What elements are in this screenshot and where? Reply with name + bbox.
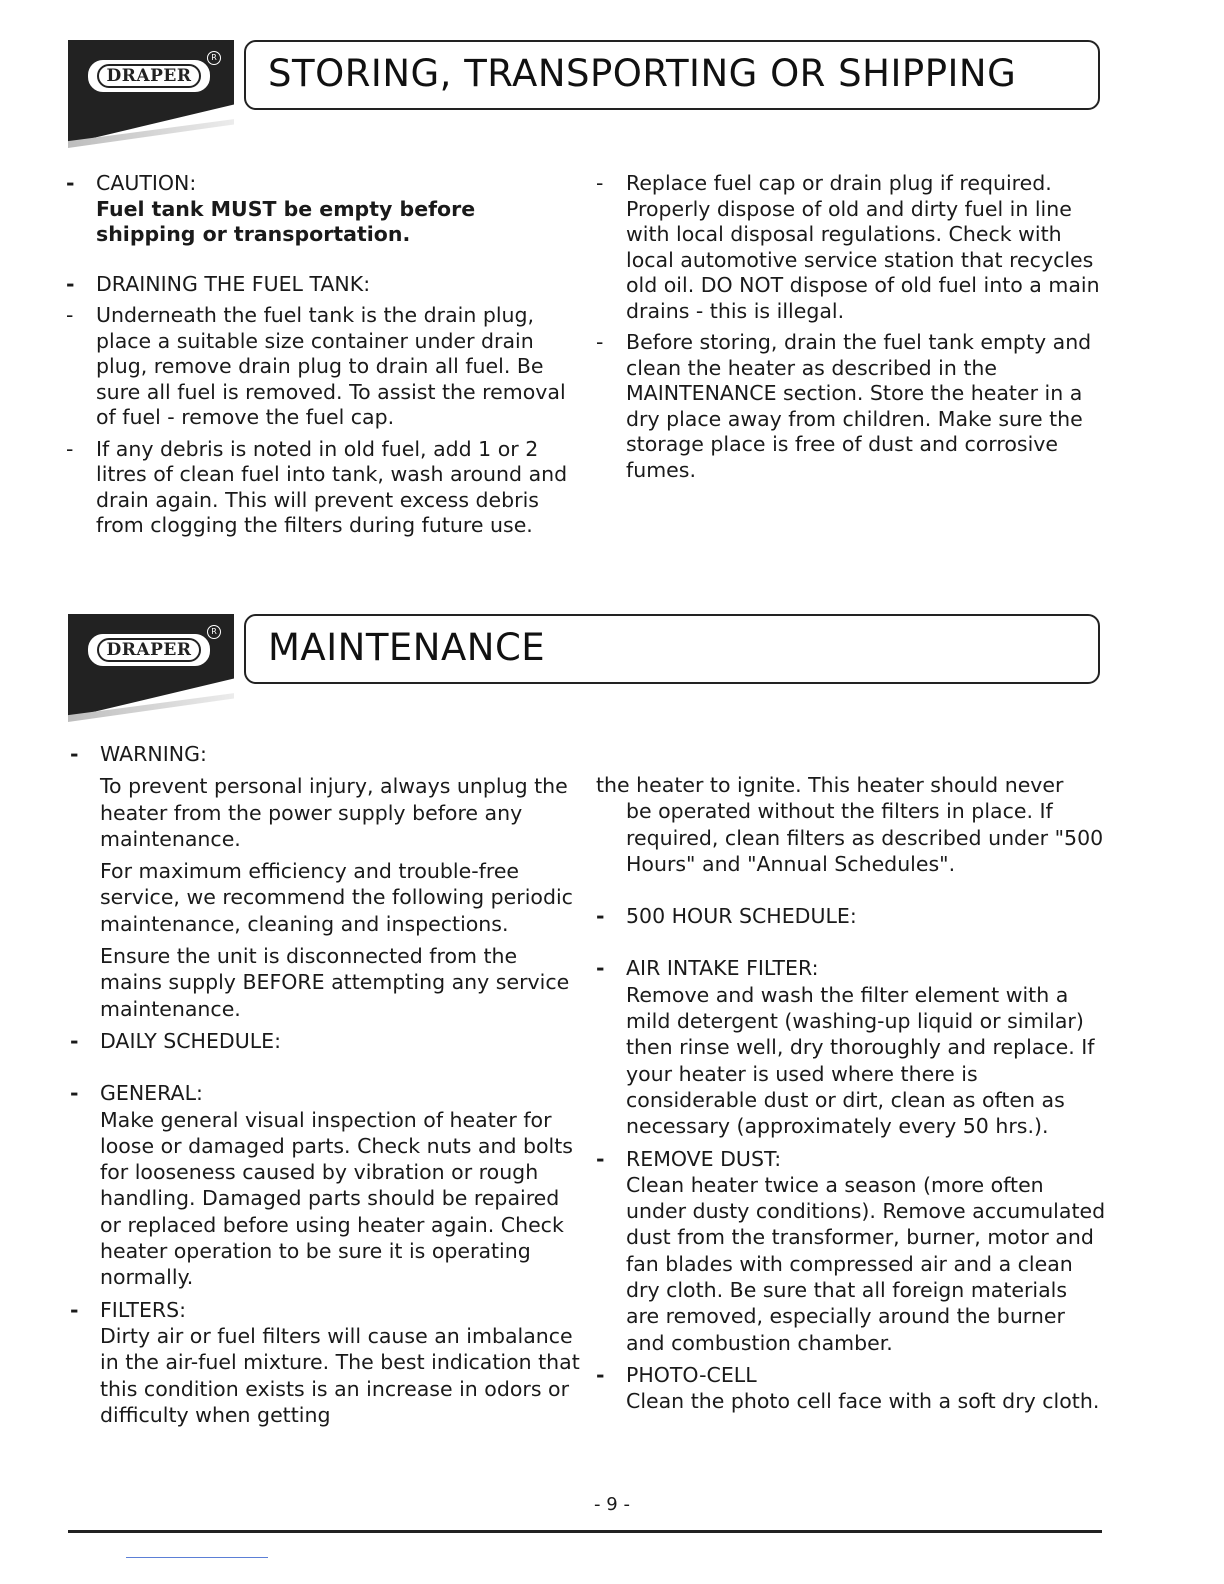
filters-label: FILTERS: (100, 1297, 187, 1322)
filters-continued-text: be operated without the filters in place. If required, clean filters as described under "500 Hours" and "Annual Schedules". (626, 799, 1104, 876)
blue-line (126, 1557, 268, 1558)
storing-title-box (244, 40, 1100, 110)
draper-logo (88, 634, 210, 666)
page-number: - 9 - (594, 1494, 630, 1515)
draining-label: DRAINING THE FUEL TANK: (96, 271, 371, 296)
storing-paragraph-3: - Replace fuel cap or drain plug if required. Properly dispose of old and dirty fuel in line with local disposal regulations. Check with local automotive service station that recycles old oil. DO NOT dispose of old fuel into a main drains - this is illegal. (596, 171, 1100, 323)
air-intake-text: Remove and wash the filter element with a mild detergent (washing-up liquid or similar) then rinse well, dry thoroughly and replace. If your heater is used where there is considerable dust or dirt, clean as often as necessary (approximately every 50 hrs.). (626, 982, 1095, 1139)
brand-name: DRAPER (97, 64, 202, 88)
draining-item: - DRAINING THE FUEL TANK: (66, 272, 576, 298)
air-intake-label: AIR INTAKE FILTER: (626, 956, 819, 981)
caution-label: CAUTION: (96, 171, 197, 195)
filters-continued-first-line: the heater to ignite. This heater should never (596, 773, 1064, 797)
maintenance-header (68, 614, 1104, 724)
caution-text: Fuel tank MUST be empty before shipping or transportation. (96, 196, 476, 246)
filters-text: Dirty air or fuel filters will cause an imbalance in the air-fuel mixture. The best indication that this condition exists is an increase in odors or difficulty when getting (100, 1323, 580, 1427)
maintenance-right-column (596, 772, 1106, 1415)
air-intake-item: - AIR INTAKE FILTER: Remove and wash the filter element with a mild detergent (washing-up liquid or similar) then rinse well, dry thoroughly and replace. If your heater is used where there is considerable dust or dirt, clean as often as necessary (approximately every 50 hrs.). (596, 955, 1106, 1139)
filters-item: - FILTERS: Dirty air or fuel filters will cause an imbalance in the air-fuel mixture. The best indication that this condition exists is an increase in odors or difficulty when getting (70, 1297, 582, 1428)
general-item: - GENERAL: Make general visual inspection of heater for loose or damaged parts. Check nuts and bolts for looseness caused by vibration or rough handling. Damaged parts should be repaired or replaced before using heater again. Check heater operation to be sure it is operating normally. (70, 1080, 582, 1290)
storing-title: STORING, TRANSPORTING OR SHIPPING (268, 52, 1017, 95)
storing-left-column (66, 171, 576, 539)
photo-cell-text: Clean the photo cell face with a soft dry cloth. (626, 1389, 1100, 1414)
warning-paragraph-2: For maximum efficiency and trouble-free service, we recommend the following periodic maintenance, cleaning and inspections. (100, 859, 573, 936)
general-label: GENERAL: (100, 1081, 203, 1106)
filters-continued (596, 772, 1106, 877)
registered-mark-icon: R (207, 51, 221, 65)
general-text: Make general visual inspection of heater for loose or damaged parts. Check nuts and bolts for looseness caused by vibration or rough handling. Damaged parts should be repaired or replaced before using heater again. Check heater operation to be sure it is operating normally. (100, 1107, 573, 1290)
warning-item: - WARNING: To prevent personal injury, always unplug the heater from the power supply before any maintenance. For maximum efficiency and trouble-free service, we recommend the following periodic maintenance, cleaning and inspections. Ensure the unit is disconnected from the mains supply BEFORE attempting any service maintenance. (70, 741, 582, 1022)
remove-dust-text: Clean heater twice a season (more often under dusty conditions). Remove accumulated dust from the transformer, burner, motor and fan blades with compressed air and a clean dry cloth. Be sure that all foreign materials are removed, especially around the burner and combustion chamber. (626, 1172, 1106, 1355)
photo-cell-label: PHOTO-CELL (626, 1362, 757, 1387)
footer-rule (68, 1530, 1102, 1533)
warning-paragraph-1: To prevent personal injury, always unplug the heater from the power supply before any maintenance. (100, 774, 568, 851)
maintenance-title-box (244, 614, 1100, 684)
remove-dust-label: REMOVE DUST: (626, 1146, 782, 1171)
schedule-500-label: 500 HOUR SCHEDULE: (626, 904, 857, 929)
draper-logo (88, 60, 210, 92)
registered-mark-icon: R (207, 625, 221, 639)
brand-name: DRAPER (97, 638, 202, 662)
storing-paragraph-4: - Before storing, drain the fuel tank empty and clean the heater as described in the MAINTENANCE section. Store the heater in a dry place away from children. Make sure the storage place is free of dust and corrosive fumes. (596, 330, 1092, 482)
schedule-500-item: - 500 HOUR SCHEDULE: (596, 903, 1106, 929)
warning-label: WARNING: (100, 742, 207, 766)
storing-paragraph-1: - Underneath the fuel tank is the drain plug, place a suitable size container under drain plug, remove drain plug to drain all fuel. Be sure all fuel is removed. To assist the removal of fuel - remove the fuel cap. (66, 303, 566, 429)
daily-schedule-item: - DAILY SCHEDULE: (70, 1028, 582, 1054)
daily-schedule-label: DAILY SCHEDULE: (100, 1028, 281, 1053)
maintenance-left-column (70, 741, 582, 1428)
caution-item: - CAUTION: Fuel tank MUST be empty before shipping or transportation. (66, 171, 576, 248)
maintenance-title: MAINTENANCE (268, 626, 546, 669)
warning-paragraph-3: Ensure the unit is disconnected from the mains supply BEFORE attempting any service maintenance. (100, 944, 570, 1021)
storing-header (68, 40, 1104, 150)
photo-cell-item: - PHOTO-CELL Clean the photo cell face with a soft dry cloth. (596, 1362, 1106, 1415)
storing-paragraph-2: - If any debris is noted in old fuel, add 1 or 2 litres of clean fuel into tank, wash around and drain again. This will prevent excess debris from clogging the filters during future use. (66, 436, 568, 537)
remove-dust-item: - REMOVE DUST: Clean heater twice a season (more often under dusty conditions). Remove accumulated dust from the transformer, burner, motor and fan blades with compressed air and a clean dry cloth. Be sure that all foreign materials are removed, especially around the burner and combustion chamber. (596, 1146, 1106, 1355)
storing-right-column (596, 171, 1106, 483)
